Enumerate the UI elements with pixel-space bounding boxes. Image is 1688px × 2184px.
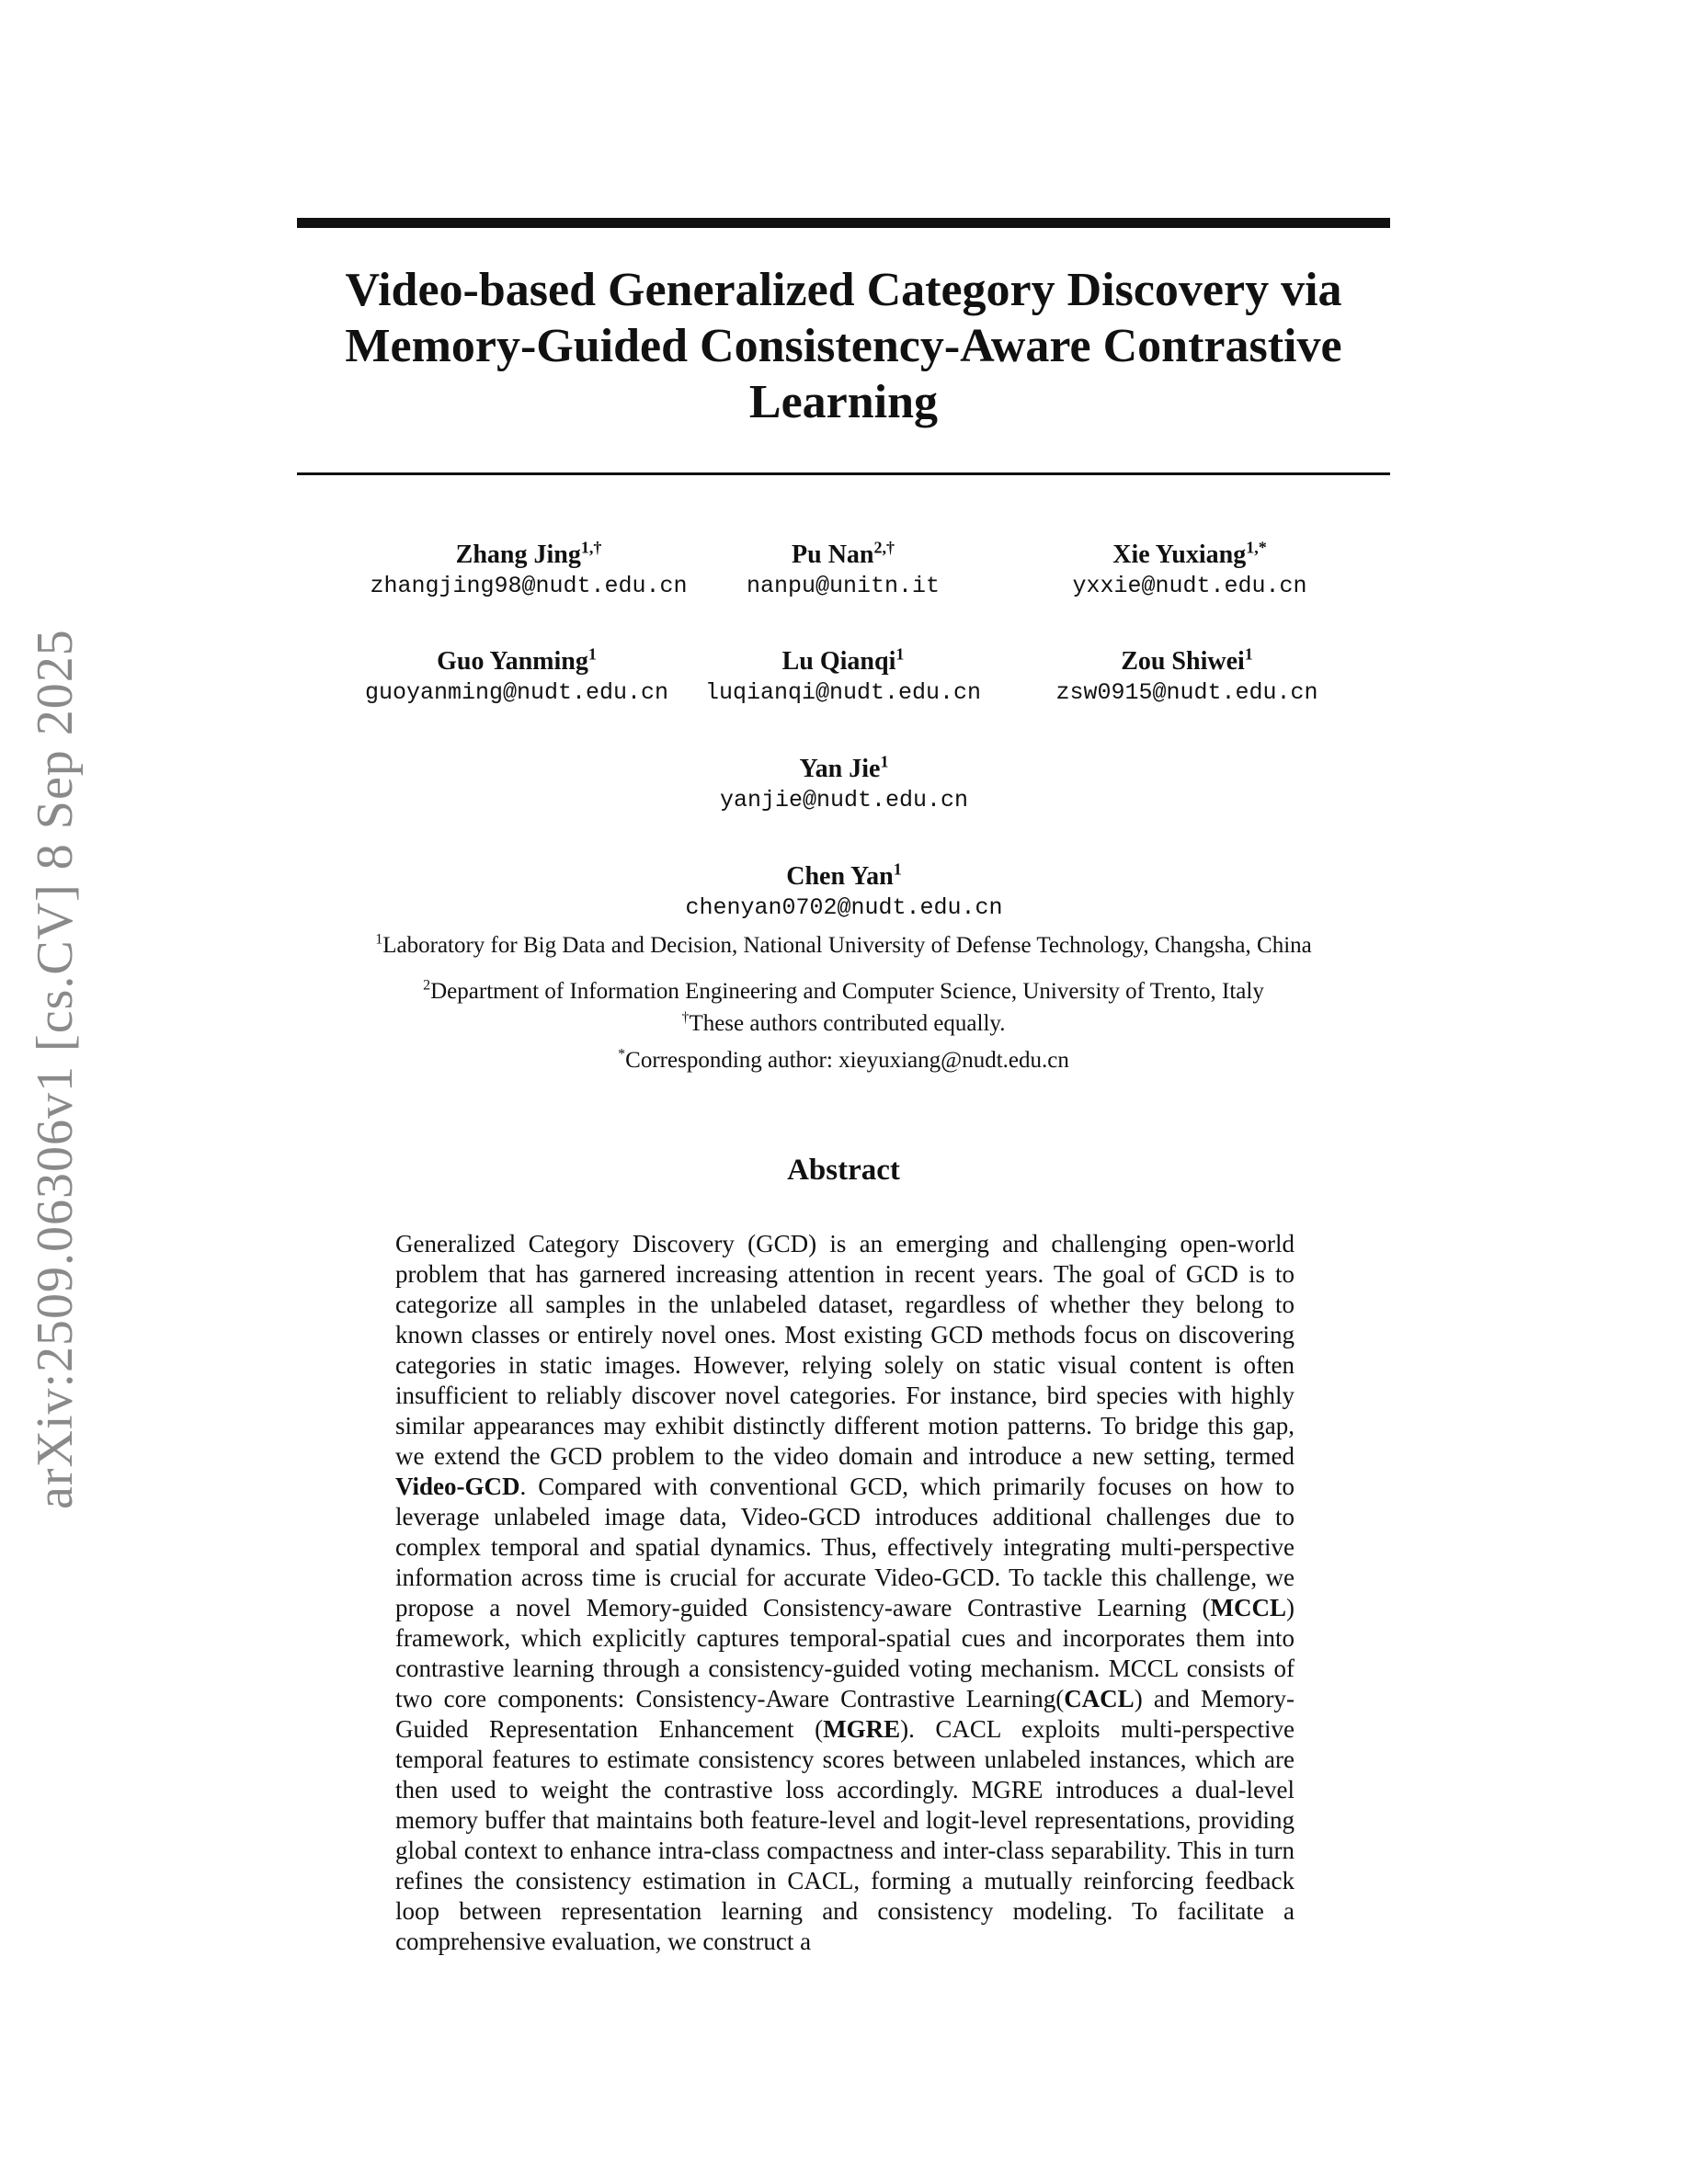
- affiliation: $^2$Department of Information Engineering and Computer Science, University of Trento, Italy: [423, 977, 1264, 1004]
- author-name: Guo Yanming$^1$: [437, 644, 597, 676]
- term-video-gcd: Video-GCD: [395, 1473, 520, 1500]
- author-email[interactable]: chenyan0702@nudt.edu.cn: [685, 894, 1003, 921]
- author-name: Zhang Jing$^{1,\dagger}$: [455, 538, 602, 569]
- author-block: [642, 754, 1046, 816]
- author-name: Chen Yan$^1$: [786, 859, 902, 891]
- term-mgre: MGRE: [823, 1715, 901, 1743]
- affiliation: $^1$Laboratory for Big Data and Decision, National University of Defense Technology, Changsha, China: [375, 931, 1312, 958]
- author-email[interactable]: luqianqi@nudt.edu.cn: [704, 679, 982, 706]
- arxiv-identifier: arXiv:2509.06306v1 [cs.CV] 8 Sep 2025: [27, 629, 84, 1509]
- author-email[interactable]: yxxie@nudt.edu.cn: [1072, 573, 1307, 599]
- author-email[interactable]: nanpu@unitn.it: [746, 573, 941, 599]
- author-name: Zou Shiwei$^1$: [1121, 644, 1253, 676]
- term-cacl: CACL: [1064, 1685, 1135, 1712]
- abstract-heading: Abstract: [787, 1154, 900, 1187]
- author-name: Pu Nan$^{2,\dagger}$: [792, 538, 895, 569]
- author-name: Lu Qianqi$^1$: [781, 644, 905, 676]
- author-email[interactable]: zhangjing98@nudt.edu.cn: [370, 573, 688, 599]
- author-email[interactable]: yanjie@nudt.edu.cn: [719, 787, 969, 813]
- term-mccl: MCCL: [1210, 1594, 1286, 1621]
- author-name: Yan Jie$^1$: [799, 752, 889, 783]
- paper-title: Video-based Generalized Category Discovery via Memory-Guided Consistency-Aware Contrastive Learning: [345, 264, 1342, 428]
- title-bottom-rule: [297, 472, 1390, 475]
- author-block: [987, 540, 1392, 602]
- corresponding-author-note: *Corresponding author: xieyuxiang@nudt.edu.cn: [618, 1046, 1069, 1073]
- author-name: Xie Yuxiang$^{1,*}$: [1112, 538, 1267, 569]
- title-top-rule: [297, 218, 1390, 228]
- author-block: [641, 540, 1045, 602]
- author-block: [642, 861, 1046, 924]
- abstract-text: Generalized Category Discovery (GCD) is an emerging and challenging open-world problem that has garnered increasing attention in recent years. The goal of GCD is to categorize all samples in the unlabeled dataset, regardless of whether they belong to known classes or entirely novel ones. Most existing GCD methods focus on discovering categories in static images. However, relying solely on static visual content is often insufficient to reliably discover novel categories. For instance, bird species with highly similar appearances may exhibit distinctly different motion patterns. To bridge this gap, we extend the GCD problem to the video domain and introduce a new setting, termed Video-GCD. Compared with conventional GCD, which primarily focuses on how to leverage unlabeled image data, Video-GCD introduces additional challenges due to complex temporal and spatial dynamics. Thus, effectively integrating multi-perspective information across time is crucial for accurate Video-GCD. To tackle this challenge, we propose a novel Memory-guided Consistency-aware Contrastive Learning (MCCL) framework, which explicitly captures temporal-spatial cues and incorporates them into contrastive learning through a consistency-guided voting mechanism. MCCL consists of two core components: Consistency-Aware Contrastive Learning(CACL) and Memory-Guided Representation Enhancement (MGRE). CACL exploits multi-perspective temporal features to estimate consistency scores between unlabeled instances, which are then used to weight the contrastive loss accordingly. MGRE introduces a dual-level memory buffer that maintains both feature-level and logit-level representations, providing global context to enhance intra-class compactness and inter-class separability. This in turn refines the consistency estimation in CACL, forming a mutually reinforcing feedback loop between representation learning and consistency modeling. To facilitate a comprehensive evaluation, we construct a: [395, 1230, 1295, 1955]
- equal-contribution-note: †These authors contributed equally.: [681, 1009, 1006, 1036]
- author-email[interactable]: zsw0915@nudt.edu.cn: [1055, 679, 1318, 706]
- author-block: [985, 646, 1389, 709]
- author-email[interactable]: guoyanming@nudt.edu.cn: [364, 679, 669, 706]
